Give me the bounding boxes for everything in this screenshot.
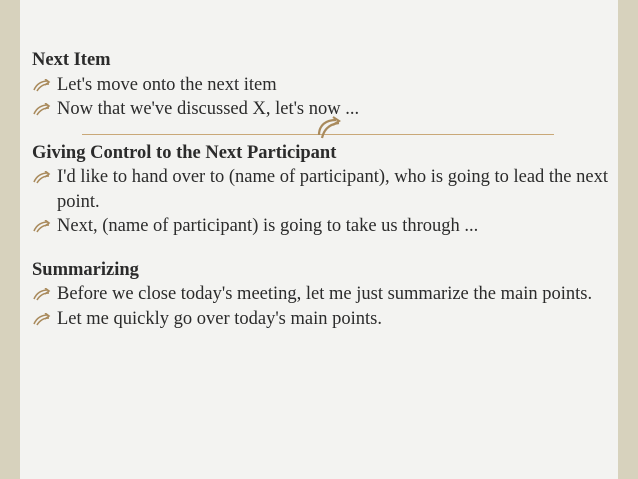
curved-arrow-bullet-icon: [33, 313, 51, 326]
list-item: [32, 73, 622, 98]
slide-content: [32, 48, 622, 350]
section-giving-control: [32, 141, 622, 239]
curved-arrow-bullet-icon: [33, 288, 51, 301]
list-item: [32, 282, 622, 307]
list-item-text: Now that we've discussed X, let's now ...: [57, 99, 360, 119]
list-item-text: I'd like to hand over to (name of participant), who is going to lead the next point.: [57, 167, 608, 212]
section-heading: Summarizing: [32, 259, 139, 280]
list-item-text: Next, (name of participant) is going to take us through ...: [57, 216, 479, 236]
list-item: [32, 97, 622, 122]
list-item: [32, 214, 622, 239]
curved-arrow-bullet-icon: [33, 103, 51, 116]
section-summarizing: [32, 258, 622, 332]
section-heading: Next Item: [32, 50, 111, 70]
section-heading: Giving Control to the Next Participant: [32, 142, 337, 163]
list-item: [32, 165, 622, 214]
section-next-item: [32, 48, 622, 122]
curved-arrow-bullet-icon: [33, 79, 51, 92]
list-item: [32, 307, 622, 332]
curved-arrow-bullet-icon: [33, 220, 51, 233]
list-item-text: Before we close today's meeting, let me just summarize the main points.: [57, 284, 593, 304]
list-item-text: Let me quickly go over today's main points.: [57, 308, 382, 329]
curved-arrow-bullet-icon: [33, 171, 51, 184]
list-item-text: Let's move onto the next item: [57, 74, 277, 95]
